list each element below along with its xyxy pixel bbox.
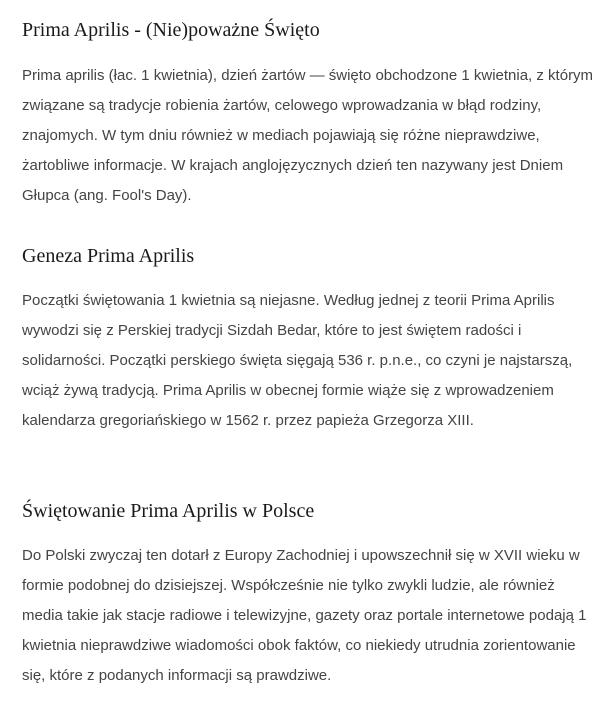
section-title-geneza: Geneza Prima Aprilis: [22, 245, 195, 267]
section-title-swietowanie: Świętowanie Prima Aprilis w Polsce: [22, 500, 315, 522]
section-body-swietowanie: Do Polski zwyczaj ten dotarł z Europy Zachodniej i upowszechnił się w XVII wieku w formie podobnej do dzisiejszej. Współcześnie nie tylko zwykli ludzie, ale również media takie jak stacje radiowe i telewizyjne, gazety oraz portale internetowe podają 1 kwietnia nieprawdziwe wiadomości obok faktów, co niekiedy utrudnia zorientowanie się, które z podanych informacji są prawdziwe.: [22, 547, 587, 684]
section-body-prima-aprilis: Prima aprilis (łac. 1 kwietnia), dzień żartów — święto obchodzone 1 kwietnia, z którym związane są tradycje robienia żartów, celowego wprowadzania w błąd rodziny, znajomych. W tym dniu również w mediach pojawiają się różne nieprawdziwe, żartobliwe informacje. W krajach anglojęzycznych dzień ten nazywany jest Dniem Głupca (ang. Fool's Day).: [22, 67, 594, 204]
section-title-prima-aprilis: Prima Aprilis - (Nie)poważne Święto: [22, 19, 320, 41]
section-body-geneza: Początki świętowania 1 kwietnia są niejasne. Według jednej z teorii Prima Aprilis wywodzi się z Perskiej tradycji Sizdah Bedar, które to jest świętem radości i solidarności. Początki perskiego święta sięgają 536 r. p.n.e., co czyni je najstarszą, wciąż żywą tradycją. Prima Aprilis w obecnej formie wiąże się z wprowadzeniem kalendarza gregoriańskiego w 1562 r. przez papieża Grzegorza XIII.: [22, 292, 573, 429]
